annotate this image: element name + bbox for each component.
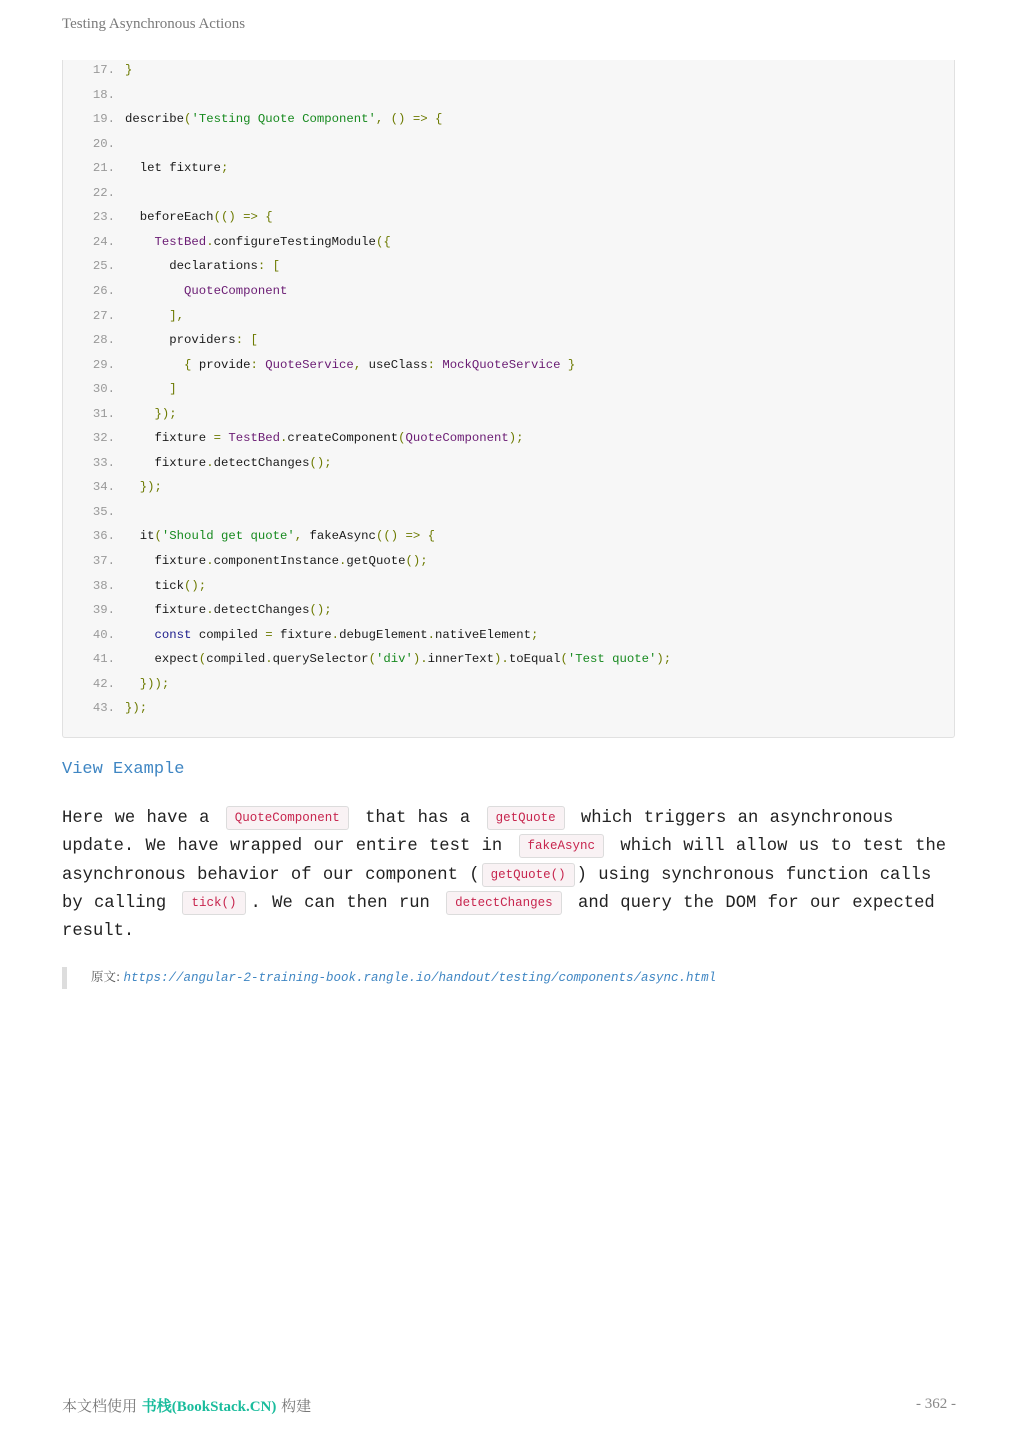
- code-token: fixture: [125, 455, 207, 470]
- paragraph-text: which will allow us to test the asynchronous behavior of our component (: [62, 837, 947, 885]
- paragraph-text: that has a: [365, 809, 471, 828]
- footer-suffix: 构建: [281, 1397, 312, 1415]
- code-token: TestBed: [154, 234, 207, 249]
- code-text: [125, 232, 391, 252]
- code-token: );: [508, 431, 524, 446]
- code-line: [63, 60, 132, 80]
- code-text: [125, 674, 169, 694]
- code-token: .: [265, 652, 273, 667]
- line-number: 43.: [92, 701, 115, 716]
- code-line: [63, 404, 177, 424]
- code-token: QuoteComponent: [405, 431, 509, 446]
- code-token: (() => {: [213, 210, 273, 225]
- code-token: [125, 407, 155, 421]
- code-token: .: [206, 554, 214, 568]
- code-token: compiled: [206, 652, 266, 667]
- body-paragraph: [62, 805, 952, 946]
- code-token: 'Testing Quote Component': [191, 112, 376, 127]
- code-token: useClass: [361, 357, 428, 372]
- code-text: [125, 330, 258, 350]
- code-token: .: [206, 455, 214, 470]
- code-token: [125, 235, 155, 249]
- code-text: [125, 600, 332, 620]
- code-token: (: [184, 112, 192, 127]
- inline-code-quote-component: QuoteComponent: [226, 806, 349, 830]
- code-line: [63, 551, 428, 571]
- code-token: ,: [294, 529, 303, 544]
- code-text: [125, 551, 428, 571]
- code-token: [125, 480, 140, 494]
- line-number: 22.: [92, 185, 115, 200]
- line-number: 25.: [92, 259, 115, 274]
- paragraph-text: and query the DOM for our expected result.: [62, 893, 935, 942]
- code-token: (() => {: [375, 529, 435, 544]
- inline-code-get-quote-call: getQuote(): [482, 863, 575, 887]
- line-number: 41.: [92, 652, 115, 667]
- code-token: (: [198, 652, 207, 667]
- code-token: fixture: [125, 554, 207, 568]
- code-token: toEqual: [508, 652, 561, 667]
- footer-prefix: 本文档使用: [62, 1397, 138, 1415]
- code-token: [560, 358, 567, 372]
- code-line: [63, 698, 147, 718]
- code-text: [125, 576, 206, 596]
- code-token: let fixture: [125, 161, 221, 176]
- code-token: MockQuoteService: [442, 357, 561, 372]
- code-line: [63, 134, 125, 154]
- code-token: provide: [191, 357, 251, 372]
- code-line: [63, 428, 524, 448]
- line-number: 23.: [92, 210, 115, 225]
- code-text: [125, 379, 177, 399]
- code-text: [125, 158, 228, 178]
- code-line: [63, 158, 228, 178]
- code-token: fixture: [125, 431, 214, 446]
- code-token: describe: [125, 112, 185, 127]
- code-line: [63, 477, 162, 497]
- code-token: =: [213, 431, 221, 446]
- line-number: 34.: [92, 480, 115, 495]
- code-text: [125, 355, 575, 375]
- code-token: ;: [530, 627, 539, 642]
- code-text: [125, 109, 442, 129]
- code-token: ).: [494, 652, 509, 667]
- inline-code-tick: tick(): [182, 891, 245, 915]
- code-token: ();: [184, 578, 207, 593]
- code-token: .: [206, 603, 214, 618]
- code-token: }: [125, 63, 133, 77]
- code-line: [63, 85, 125, 105]
- code-token: expect: [125, 652, 199, 667]
- code-token: :: [427, 357, 443, 372]
- code-line: [63, 674, 169, 694]
- code-token: [125, 284, 184, 298]
- line-number: 35.: [92, 504, 115, 519]
- code-text: [125, 526, 435, 546]
- line-number: 18.: [92, 87, 115, 102]
- code-token: [125, 309, 169, 323]
- code-line: [63, 649, 671, 669]
- code-block: [62, 60, 955, 738]
- inline-code-detect-changes: detectChanges: [446, 891, 562, 915]
- code-token: querySelector: [272, 652, 369, 667]
- code-line: [63, 600, 332, 620]
- paragraph-text: . We can then run: [250, 893, 430, 913]
- code-token: TestBed: [228, 431, 280, 446]
- line-number: 37.: [92, 554, 115, 568]
- code-token: createComponent: [287, 431, 399, 446]
- code-token: });: [154, 406, 177, 421]
- code-token: debugElement: [339, 627, 428, 642]
- code-line: [63, 232, 391, 252]
- code-token: 'div': [375, 652, 413, 667]
- page-number: - 362 -: [916, 1396, 956, 1412]
- code-token: (: [154, 529, 162, 544]
- paragraph-text: ) using synchronous function calls by calling: [62, 865, 932, 913]
- code-token: .: [206, 234, 214, 249]
- line-number: 42.: [92, 676, 115, 691]
- code-token: .: [339, 554, 347, 568]
- view-example-link[interactable]: View Example: [62, 760, 185, 779]
- code-line: [63, 502, 125, 522]
- line-number: 31.: [92, 406, 115, 421]
- code-text: [125, 477, 162, 497]
- line-number: 30.: [92, 382, 115, 397]
- code-token: ;: [220, 161, 229, 176]
- code-text: [125, 428, 524, 448]
- footer-credit: [62, 1395, 311, 1416]
- code-token: ]: [169, 382, 177, 397]
- code-token: (: [398, 431, 406, 446]
- code-text: [125, 453, 332, 473]
- line-number: 24.: [92, 234, 115, 249]
- code-token: .: [280, 431, 288, 446]
- code-token: [125, 628, 155, 642]
- code-token: 'Should get quote': [161, 529, 295, 544]
- code-token: , () => {: [375, 112, 443, 127]
- code-token: componentInstance: [213, 554, 340, 568]
- code-token: }: [567, 357, 576, 372]
- code-line: [63, 355, 575, 375]
- code-token: ,: [353, 357, 362, 372]
- code-line: [63, 306, 184, 326]
- code-token: );: [656, 652, 672, 667]
- code-line: [63, 183, 125, 203]
- line-number: 38.: [92, 578, 115, 593]
- inline-code-fake-async: fakeAsync: [519, 834, 605, 858]
- code-token: detectChanges: [213, 603, 310, 618]
- code-token: (: [560, 652, 568, 667]
- code-token: [125, 358, 184, 372]
- line-number: 21.: [92, 161, 115, 176]
- code-token: :: [250, 357, 266, 372]
- code-line: [63, 330, 258, 350]
- line-number: 33.: [92, 455, 115, 470]
- code-token: nativeElement: [435, 627, 531, 642]
- code-token: fixture: [125, 603, 207, 618]
- code-token: ();: [309, 455, 332, 470]
- code-token: 'Test quote': [567, 652, 657, 667]
- code-token: ({: [375, 234, 391, 249]
- code-token: fakeAsync: [302, 529, 376, 544]
- code-text: [125, 306, 184, 326]
- line-number: 17.: [92, 63, 115, 77]
- line-number: 36.: [92, 529, 115, 544]
- code-token: getQuote: [346, 554, 406, 568]
- code-line: [63, 256, 280, 276]
- code-line: [63, 109, 442, 129]
- code-text: [125, 404, 177, 424]
- code-text: [125, 256, 280, 276]
- code-text: [125, 698, 147, 718]
- code-token: innerText: [427, 652, 495, 667]
- code-text: [125, 207, 273, 227]
- line-number: 39.: [92, 603, 115, 618]
- source-url-link[interactable]: https://angular-2-training-book.rangle.io/handout/testing/components/async.html: [123, 971, 717, 985]
- code-line: [63, 625, 538, 645]
- code-text: [125, 60, 132, 80]
- code-token: });: [125, 701, 148, 716]
- code-token: providers: [125, 333, 236, 348]
- code-line: [63, 576, 206, 596]
- inline-code-get-quote: getQuote: [487, 806, 565, 830]
- source-label: 原文:: [91, 969, 121, 984]
- code-token: declarations: [125, 259, 258, 274]
- code-token: ],: [169, 308, 185, 323]
- code-token: ();: [405, 554, 428, 568]
- line-number: 32.: [92, 431, 115, 446]
- code-token: compiled: [191, 627, 266, 642]
- code-token: : [: [257, 259, 280, 274]
- line-number: 20.: [92, 136, 115, 151]
- code-token: [125, 382, 169, 396]
- line-number: 26.: [92, 283, 115, 298]
- paragraph-text: Here we have a: [62, 809, 210, 828]
- footer-brand-link[interactable]: 书栈(BookStack.CN): [141, 1399, 277, 1415]
- code-token: const: [154, 627, 192, 642]
- code-token: =: [265, 627, 273, 642]
- code-line: [63, 526, 435, 546]
- code-token: {: [184, 357, 192, 372]
- code-token: tick: [125, 578, 185, 593]
- code-token: [125, 677, 140, 691]
- code-token: QuoteService: [265, 357, 354, 372]
- code-token: : [: [235, 333, 258, 348]
- code-line: [63, 281, 287, 301]
- code-text: [125, 625, 538, 645]
- paragraph-text: which triggers an asynchronous update. We have wrapped our entire test in: [62, 809, 894, 857]
- line-number: 29.: [92, 357, 115, 372]
- code-token: configureTestingModule: [213, 234, 376, 249]
- line-number: 28.: [92, 333, 115, 348]
- code-text: [125, 649, 671, 669]
- code-line: [63, 379, 177, 399]
- code-token: beforeEach: [125, 210, 214, 225]
- code-token: fixture: [272, 627, 332, 642]
- code-token: QuoteComponent: [184, 283, 288, 298]
- code-token: (: [368, 652, 376, 667]
- source-blockquote: [62, 967, 716, 989]
- code-text: [125, 281, 287, 301]
- code-line: [63, 207, 273, 227]
- code-token: .: [331, 627, 340, 642]
- code-token: });: [139, 480, 162, 495]
- code-token: ).: [412, 652, 428, 667]
- code-token: detectChanges: [213, 455, 310, 470]
- code-line: [63, 453, 332, 473]
- line-number: 40.: [92, 627, 115, 642]
- line-number: 27.: [92, 308, 115, 323]
- code-token: .: [427, 627, 436, 642]
- code-token: }));: [139, 676, 170, 691]
- code-token: ();: [309, 603, 332, 618]
- line-number: 19.: [92, 112, 115, 127]
- code-token: it: [125, 529, 155, 544]
- running-header: Testing Asynchronous Actions: [62, 16, 246, 32]
